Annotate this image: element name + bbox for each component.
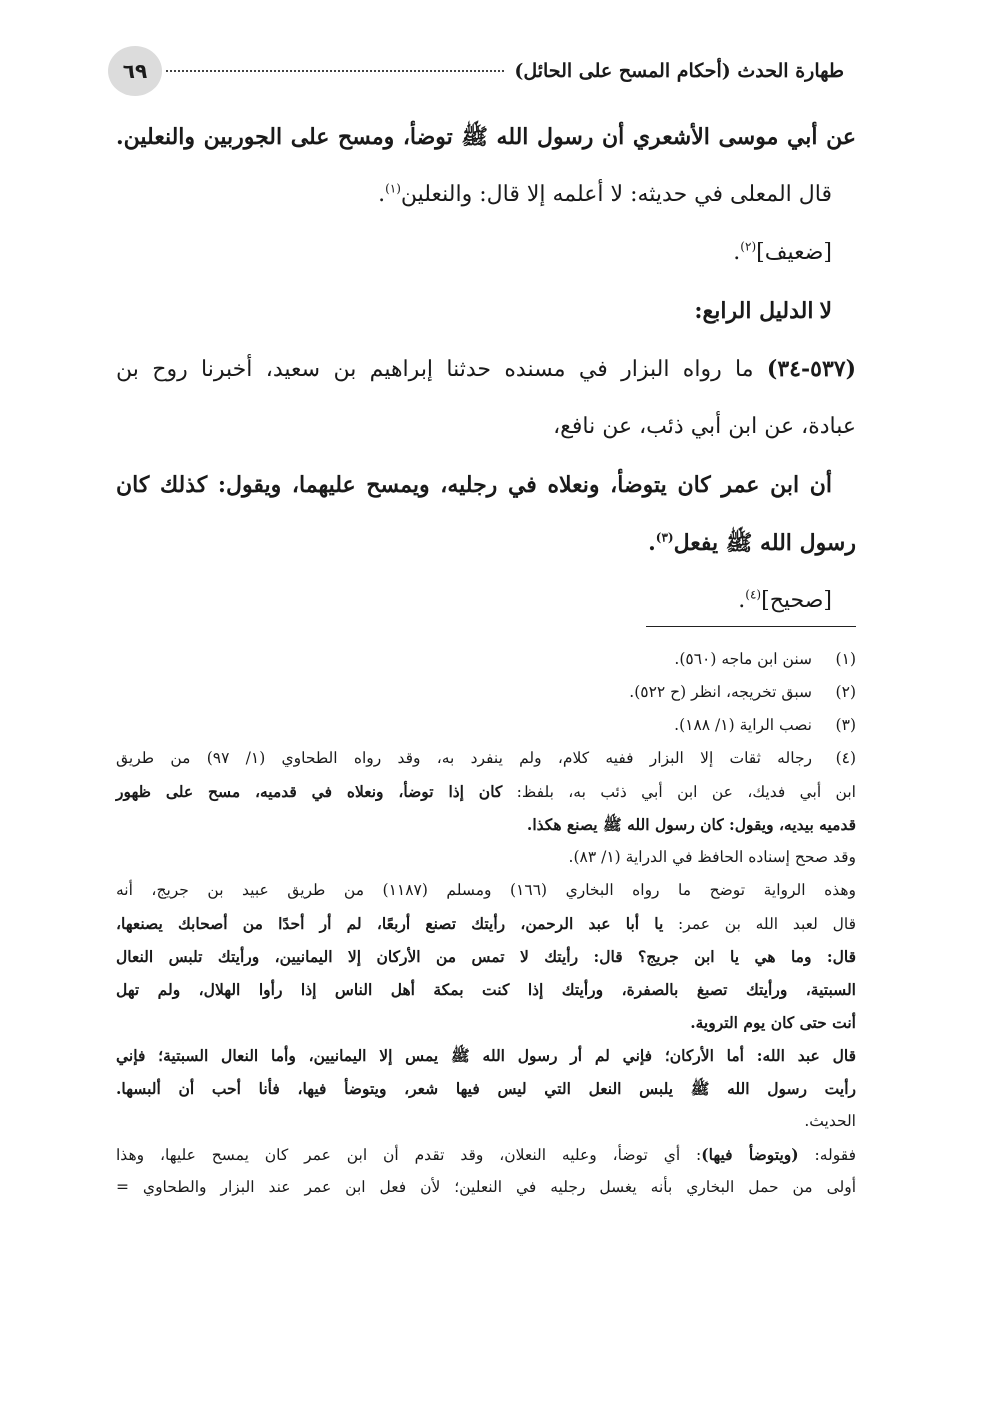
- grading-weak: [116, 224, 856, 282]
- footnote-3-number: (٣): [835, 716, 856, 734]
- footnote-4-line-12: الحديث.: [804, 1112, 856, 1130]
- section-heading: [116, 282, 856, 340]
- hadith-line-8-end: .: [648, 530, 656, 556]
- page-header: [108, 46, 844, 96]
- grading-sahih: [116, 572, 856, 630]
- footnote-4-text: رجاله ثقات إلا البزار ففيه كلام، ولم ينفرد به، وقد رواه الطحاوي (١/ ٩٧) من طريق: [116, 749, 813, 767]
- footnotes: [116, 643, 856, 1204]
- footnote-4-line-6: [116, 907, 856, 940]
- footnote-1-number: (١): [835, 650, 856, 668]
- hadith-number: (٥٣٧-٣٤): [766, 356, 856, 382]
- hadith-line-1: عن أبي موسى الأشعري أن رسول الله ﷺ توضأ، ومسح على الجوربين والنعلين.: [116, 124, 856, 150]
- footnote-4-line-7-bold: قال: وما هي يا ابن جريج؟ قال:: [593, 947, 856, 966]
- footnote-4-line-6-bold: يا أبا عبد الرحمن، رأيتك تصنع أربعًا، لم أر أحدًا من أصحابك يصنعها،: [116, 914, 664, 933]
- running-title: طهارة الحدث (أحكام المسح على الحائل): [514, 60, 844, 82]
- footnote-4-line-11: رأيت رسول الله ﷺ يلبس النعل التي ليس فيها شعر، ويتوضأ فيها، فأنا أحب أن ألبسها.: [116, 1079, 856, 1098]
- footnote-3-text: نصب الراية (١/ ١٨٨).: [674, 716, 812, 734]
- footnote-ref-2[interactable]: (٢): [740, 239, 757, 254]
- text-line-2: [116, 166, 856, 224]
- footnote-4-line-13: [116, 1138, 856, 1171]
- footnote-1: [116, 643, 856, 676]
- footnote-4-line-13-a: فقوله:: [798, 1146, 857, 1164]
- main-text: [116, 108, 856, 630]
- section-heading-label: الدليل الرابع:: [694, 298, 814, 324]
- footnote-4-line-9: أنت حتى كان يوم التروية.: [690, 1013, 856, 1032]
- text-line-6: عبادة، عن ابن أبي ذئب، عن نافع،: [553, 414, 856, 439]
- hadith-line-8-body: رسول الله ﷺ يفعل: [673, 530, 856, 556]
- hadith-line-7: أن ابن عمر كان يتوضأ، ونعلاه في رجليه، ويمسح عليهما، ويقول: كذلك كان: [116, 472, 832, 498]
- grading-weak-end: .: [733, 240, 741, 265]
- footnote-4-number: (٤): [835, 749, 857, 767]
- footnote-2: [116, 676, 856, 709]
- footnote-4-line-6-plain: قال لعبد الله بن عمر:: [663, 915, 856, 933]
- footnote-4-line-5: وهذه الرواية توضح ما رواه البخاري (١٦٦) ومسلم (١١٨٧) من طريق عبيد بن جريج، أنه: [116, 881, 856, 899]
- grading-weak-label: [ضعيف]: [756, 240, 832, 265]
- header-dotted-leader: [166, 70, 504, 72]
- footnote-4-line-3: قدميه بيديه، ويقول: كان رسول الله ﷺ يصنع هكذا.: [526, 815, 856, 834]
- text-line-2-end: .: [378, 182, 386, 207]
- footnote-4-line-7: [116, 940, 856, 973]
- footnote-4-line-8: السبتية، ورأيتك تصبغ بالصفرة، ورأيتك إذا كنت بمكة أهل الناس إذا رأوا الهلال، ولم تهل: [116, 980, 856, 999]
- footnote-4-line-10: قال عبد الله: أما الأركان؛ فإني لم أر رسول الله ﷺ يمس إلا اليمانيين، وأما النعال السبتية؛ فإني: [116, 1046, 856, 1065]
- footnote-4-line-13-bold: (ويتوضأ فيها): [701, 1145, 799, 1164]
- text-line-5-body: ما رواه البزار في مسنده حدثنا إبراهيم بن سعيد، أخبرنا روح بن: [116, 357, 767, 382]
- text-line-5: [116, 340, 856, 398]
- page-number: ٦٩: [108, 46, 162, 96]
- ornament-icon: ﻻ: [819, 298, 832, 324]
- footnote-4-line-4: وقد صحح إسناده الحافظ في الدراية (١/ ٨٣).: [568, 848, 856, 866]
- grading-sahih-label: [صحيح]: [761, 588, 832, 613]
- footnote-3: [116, 709, 856, 742]
- footnote-ref-1[interactable]: (١): [385, 181, 401, 196]
- footnote-4-line-7-bold-2: رأيتك لا تمس من الأركان إلا اليمانيين، ورأيتك تلبس النعال: [116, 947, 594, 966]
- footnote-2-number: (٢): [835, 683, 856, 701]
- footnote-separator: [646, 626, 856, 627]
- grading-sahih-end: .: [738, 588, 746, 613]
- footnote-4-line-14: أولى من حمل البخاري بأنه يغسل رجليه في النعلين؛ لأن فعل ابن عمر عند البزار والطحاوي =: [116, 1178, 856, 1196]
- hadith-line-8: [116, 514, 856, 572]
- footnote-4-line-2-bold: كان إذا توضأ، ونعلاه في قدميه، مسح على ظهور: [116, 782, 503, 801]
- footnote-4-line-2: [116, 775, 856, 808]
- text-line-2-body: قال المعلى في حديثه: لا أعلمه إلا قال: والنعلين: [400, 182, 832, 207]
- footnote-1-text: سنن ابن ماجه (٥٦٠).: [674, 650, 812, 668]
- footnote-ref-3[interactable]: (٣): [655, 530, 674, 545]
- footnote-ref-4[interactable]: (٤): [745, 587, 762, 602]
- footnote-4-line-2-plain: ابن أبي فديك، عن ابن أبي ذئب به، بلفظ:: [502, 783, 856, 801]
- footnote-2-text: سبق تخريجه، انظر (ح ٥٢٢).: [629, 683, 812, 701]
- footnote-4-line-13-c: : أي توضأ، وعليه النعلان، وقد تقدم أن ابن عمر كان يمسح عليها، وهذا: [116, 1146, 702, 1164]
- footnote-4: [116, 742, 856, 775]
